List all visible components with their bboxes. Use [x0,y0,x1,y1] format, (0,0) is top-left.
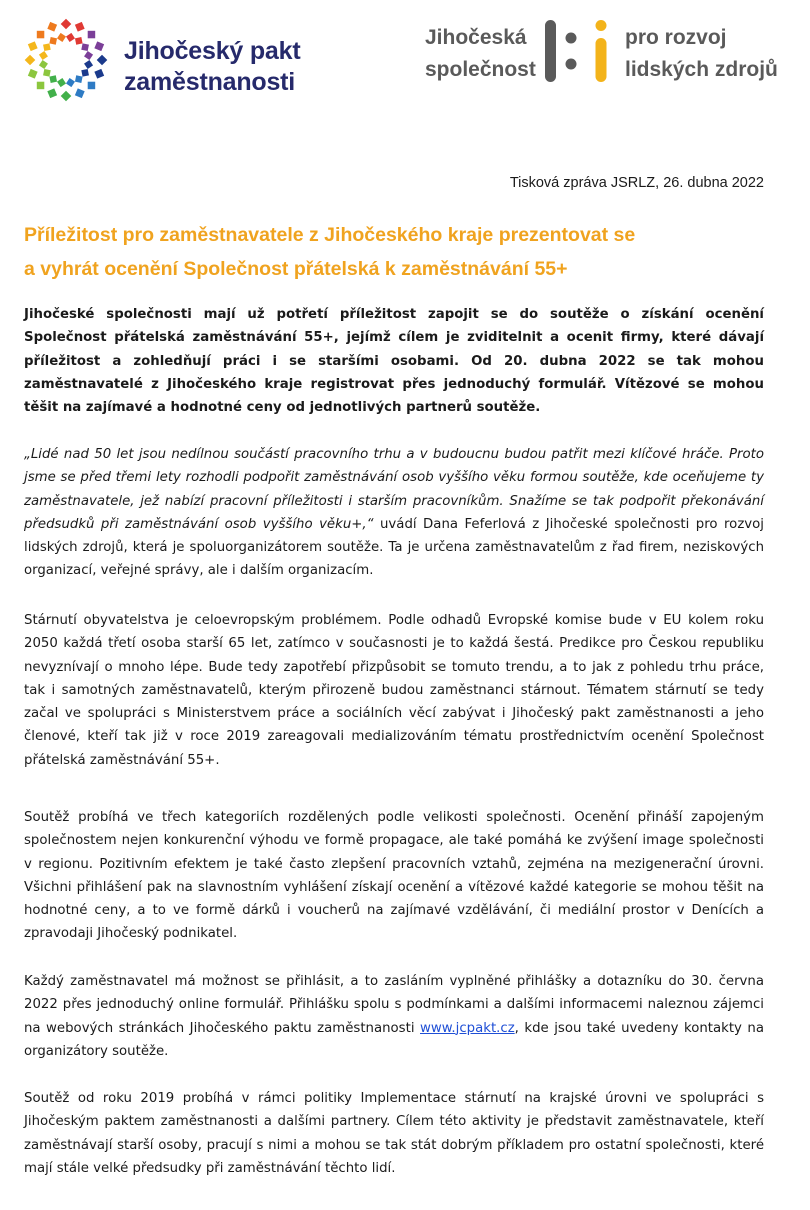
jsrlz-logo-line4: lidských zdrojů [625,58,778,81]
pakt-logo-text [124,36,300,98]
jsrlz-logo [425,18,785,88]
logo-petal [88,31,96,39]
logo-petal [81,69,89,77]
categories-paragraph: Soutěž probíhá ve třech kategoriích rozdělených podle velikosti společnosti. Ocenění přináší zapojeným společnostem nejen konkurenční výhodu ve formě propagace, ale také pomáhá ke zvýšení image společnosti v regionu. Pozitivním efektem je také často zlepšení pracovních vztahů, zejména na mezigenerační úrovni. Všichni přihlášení pak na slavnostním vyhlášení získají ocenění a vítězové každé kategorie se mohou těšit na hodnotné ceny, a to ve formě dárků i voucherů na zajímavé vzdělávání, či mediální prostor v Denících a zpravodaji Jihočeský podnikatel. [24,810,764,942]
logo-petal [81,43,89,51]
logo-petal [57,78,66,87]
logo-petal [94,69,104,79]
pakt-logo-line1: Jihočeský pakt [124,37,301,65]
logo-petal [88,82,96,90]
logo-petal [25,55,36,66]
logo-petal [43,69,51,77]
logo-petal [61,91,72,102]
logo-petal [57,33,66,42]
logo-petal [61,19,72,30]
logo-petal [37,31,45,39]
logo-petal [47,22,57,32]
jsrlz-dots-icon [543,18,613,88]
quote-text: „Lidé nad 50 let jsou nedílnou součástí pracovního trhu a v budoucnu budou patřit mezi klíčové hráče. Proto jsme se před třemi lety rozhodli podpořit zaměstnávání osob vyššího věku formou soutěže, kde oceňujeme ty zaměstnavatele, jež nabízí pracovní příležitosti i starším pracovníkům. Snažíme se tak podpořit překonávání předsudků při zaměstnávání osob vyššího věku+,“ [24,447,764,532]
page-title [24,218,764,286]
logo-petal [39,51,48,60]
logo-petal [28,69,38,79]
logo-petal [94,41,104,51]
logo-petal [75,75,83,83]
application-paragraph [24,970,764,1063]
lead-paragraph: Jihočeské společnosti mají už potřetí příležitost zapojit se do soutěže o získání ocenění Společnost přátelská zaměstnávání 55+, jejímž cílem je zviditelnit a ocenit firmy, které dávají příležitost a zohledňují práci i se staršími osobami. Od 20. dubna 2022 se tak mohou zaměstnavatelé z Jihočeského kraje registrovat přes jednoduchý formulář. Vítězové se mohou těšit na zajímavé a hodnotné ceny od jednotlivých partnerů soutěže. [24,307,764,416]
logo-petal [47,88,57,98]
title-line-1: Příležitost pro zaměstnavatele z Jihočeského kraje prezentovat se [24,224,636,246]
logo-petal [75,37,83,45]
application-text: Každý zaměstnavatel má možnost se přihlásit, a to zasláním vyplněné přihlášky a dotazníku do 30. června 2022 přes jednoduchý online formulář. Přihlášku spolu s podmínkami a dalšími informacemi naleznou zájemci na webových stránkách Jihočeského paktu zaměstnanosti [24,974,764,1036]
logo-petal [28,41,38,51]
logo-petal [37,82,45,90]
jsrlz-logo-left-text [425,22,536,86]
jsrlz-logo-line3: pro rozvoj [625,26,727,49]
quote-attribution: uvádí Dana Feferlová z Jihočeské společnosti pro rozvoj lidských zdrojů, která je spoluorganizátorem soutěže. Ta je určena zaměstnavatelům z řad firem, neziskových organizací, veřejné správy, ale i dalším organizacím. [24,516,764,579]
application-text-end: , kde jsou také uvedeny kontakty na organizátory soutěže. [24,1020,764,1059]
pakt-logo-line2: zaměstnanosti [124,68,296,96]
logo-petal [84,60,93,69]
jsrlz-logo-line2: společnost [425,58,536,81]
aging-paragraph: Stárnutí obyvatelstva je celoevropským problémem. Podle odhadů Evropské komise bude v EU kolem roku 2050 každá třetí osoba starší 65 let, zatímco v současnosti je to každá šestá. Predikce pro Českou republiku nevyznívají o mnoho lépe. Bude tedy zapotřebí přizpůsobit se tomuto trendu, a to jak z pohledu trhu práce, tak i samotných zaměstnavatelů, kterým přirozeně budou zaměstnanci stárnout. Tématem stárnutí se tedy začal ve spolupráci s Ministerstvem práce a sociálních věcí zabývat i Jihočeský pakt zaměstnanosti a jeho členové, kteří tak již v roce 2019 zareagovali medializováním tématu prostřednictvím ocenění Společnost přátelská zaměstnávání 55+. [24,613,764,768]
logo-petal [66,33,75,42]
pakt-flower-icon [18,12,114,108]
logo-petal [43,43,51,51]
jcpakt-link[interactable]: www.jcpakt.cz [420,1020,515,1036]
jihocesky-pakt-logo [18,12,318,108]
logo-petal [49,75,57,83]
logo-petal [84,51,93,60]
logo-petal [75,88,85,98]
logo-petal [66,78,75,87]
logo-petal [75,22,85,32]
policy-paragraph: Soutěž od roku 2019 probíhá v rámci politiky Implementace stárnutí na krajské úrovni ve spolupráci s Jihočeským paktem zaměstnanosti a dalšími partnery. Cílem této aktivity je představit zaměstnavatele, kteří zaměstnávají starší osoby, pracují s nimi a mohou se tak stát dobrým příkladem pro ostatní společnosti, které mají stále velké předsudky při zaměstnávání těchto lidí. [24,1091,764,1176]
title-line-2: a vyhrát ocenění Společnost přátelská k zaměstnávání 55+ [24,258,568,280]
logo-petal [49,37,57,45]
quote-paragraph [24,443,764,583]
press-release-date: Tisková zpráva JSRLZ, 26. dubna 2022 [509,175,764,191]
logo-petal [39,60,48,69]
jsrlz-logo-right-text [625,22,778,86]
logo-petal [97,55,108,66]
jsrlz-logo-line1: Jihočeská [425,26,527,49]
